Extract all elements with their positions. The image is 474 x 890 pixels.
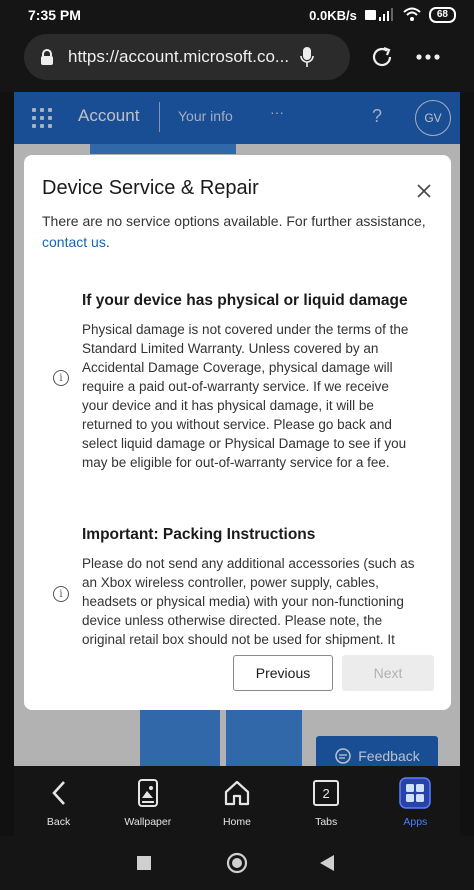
status-bar xyxy=(0,0,474,30)
contact-us-suffix: . xyxy=(105,234,110,250)
info-icon: i xyxy=(53,370,69,386)
reload-button[interactable] xyxy=(362,37,402,77)
packing-instructions-section xyxy=(82,526,416,649)
section-heading: If your device has physical or liquid damage xyxy=(82,292,408,309)
status-time: 7:35 PM xyxy=(28,7,81,23)
home-icon xyxy=(223,779,251,807)
nav-apps[interactable] xyxy=(380,766,450,836)
wallpaper-icon xyxy=(137,778,159,808)
address-bar[interactable] xyxy=(24,34,350,80)
feedback-label: Feedback xyxy=(358,748,420,764)
nav-back-label: Back xyxy=(46,816,71,828)
nav-tabs[interactable] xyxy=(291,766,361,836)
dialog-scroll-content[interactable] xyxy=(24,213,451,647)
system-nav-bar xyxy=(0,836,474,890)
browser-toolbar xyxy=(0,30,474,92)
nav-home[interactable] xyxy=(202,766,272,836)
close-button[interactable] xyxy=(410,177,438,205)
signal-icon xyxy=(365,8,395,22)
system-home-icon[interactable] xyxy=(226,852,248,874)
nav-back[interactable] xyxy=(24,766,94,836)
contact-us-link[interactable]: contact us xyxy=(42,234,106,250)
contact-us-row xyxy=(42,234,110,250)
previous-button[interactable]: Previous xyxy=(233,655,333,691)
reload-icon xyxy=(370,45,394,69)
status-indicators xyxy=(309,7,456,23)
url-text[interactable]: https://account.microsoft.co... xyxy=(68,47,290,66)
physical-damage-section xyxy=(82,292,416,472)
info-icon: i xyxy=(53,586,69,602)
dialog-title: Device Service & Repair xyxy=(42,177,259,199)
close-icon xyxy=(417,184,431,198)
battery-indicator: 68 xyxy=(429,7,456,23)
next-button[interactable]: Next xyxy=(342,655,434,691)
nav-wallpaper[interactable] xyxy=(113,766,183,836)
section-heading: Important: Packing Instructions xyxy=(82,526,316,543)
service-repair-dialog xyxy=(24,155,451,710)
tabs-count: 2 xyxy=(322,785,330,801)
network-speed: 0.0KB/s xyxy=(309,7,357,23)
chevron-left-icon xyxy=(50,779,68,807)
section-body: Physical damage is not covered under the terms of the Standard Limited Warranty. Unless covered by an Accidental Damage Coverage, physical damage will require a paid out-of-warranty service. If we receive your device and it has physical damage, it will be returned to you without service. Please go back and select liquid damage or Physical Damage to see if you may be eligible for out-of-warranty service for a fee. xyxy=(82,322,409,470)
nav-more[interactable]: ··· xyxy=(270,104,284,120)
system-back-icon[interactable] xyxy=(320,855,335,871)
tabs-icon xyxy=(313,780,339,806)
nav-home-label: Home xyxy=(222,816,251,828)
lock-icon xyxy=(40,49,54,66)
section-body: Please do not send any additional accessories (such as an Xbox wireless controller, power supply, cables, headsets or physical media) with your non-functioning device unless otherwise directed. Please note, the original retail box should not be used for shipment. It xyxy=(82,556,415,647)
nav-wallpaper-label: Wallpaper xyxy=(124,816,172,828)
microphone-icon[interactable] xyxy=(300,46,314,68)
nav-tabs-label: Tabs xyxy=(315,816,338,828)
truncated-text: There are no service options available. For further assistance, xyxy=(42,213,426,229)
more-horizontal-icon xyxy=(416,54,440,60)
nav-apps-label: Apps xyxy=(403,816,428,828)
nav-your-info[interactable]: Your info xyxy=(178,108,233,124)
more-options-button[interactable] xyxy=(408,37,448,77)
browser-bottom-nav xyxy=(14,766,460,836)
recents-icon[interactable] xyxy=(137,856,151,870)
apps-icon xyxy=(399,777,431,809)
help-icon[interactable]: ? xyxy=(372,106,383,126)
site-header-account[interactable]: Account xyxy=(78,106,140,125)
wifi-icon xyxy=(403,8,421,22)
avatar[interactable]: GV xyxy=(415,100,451,136)
